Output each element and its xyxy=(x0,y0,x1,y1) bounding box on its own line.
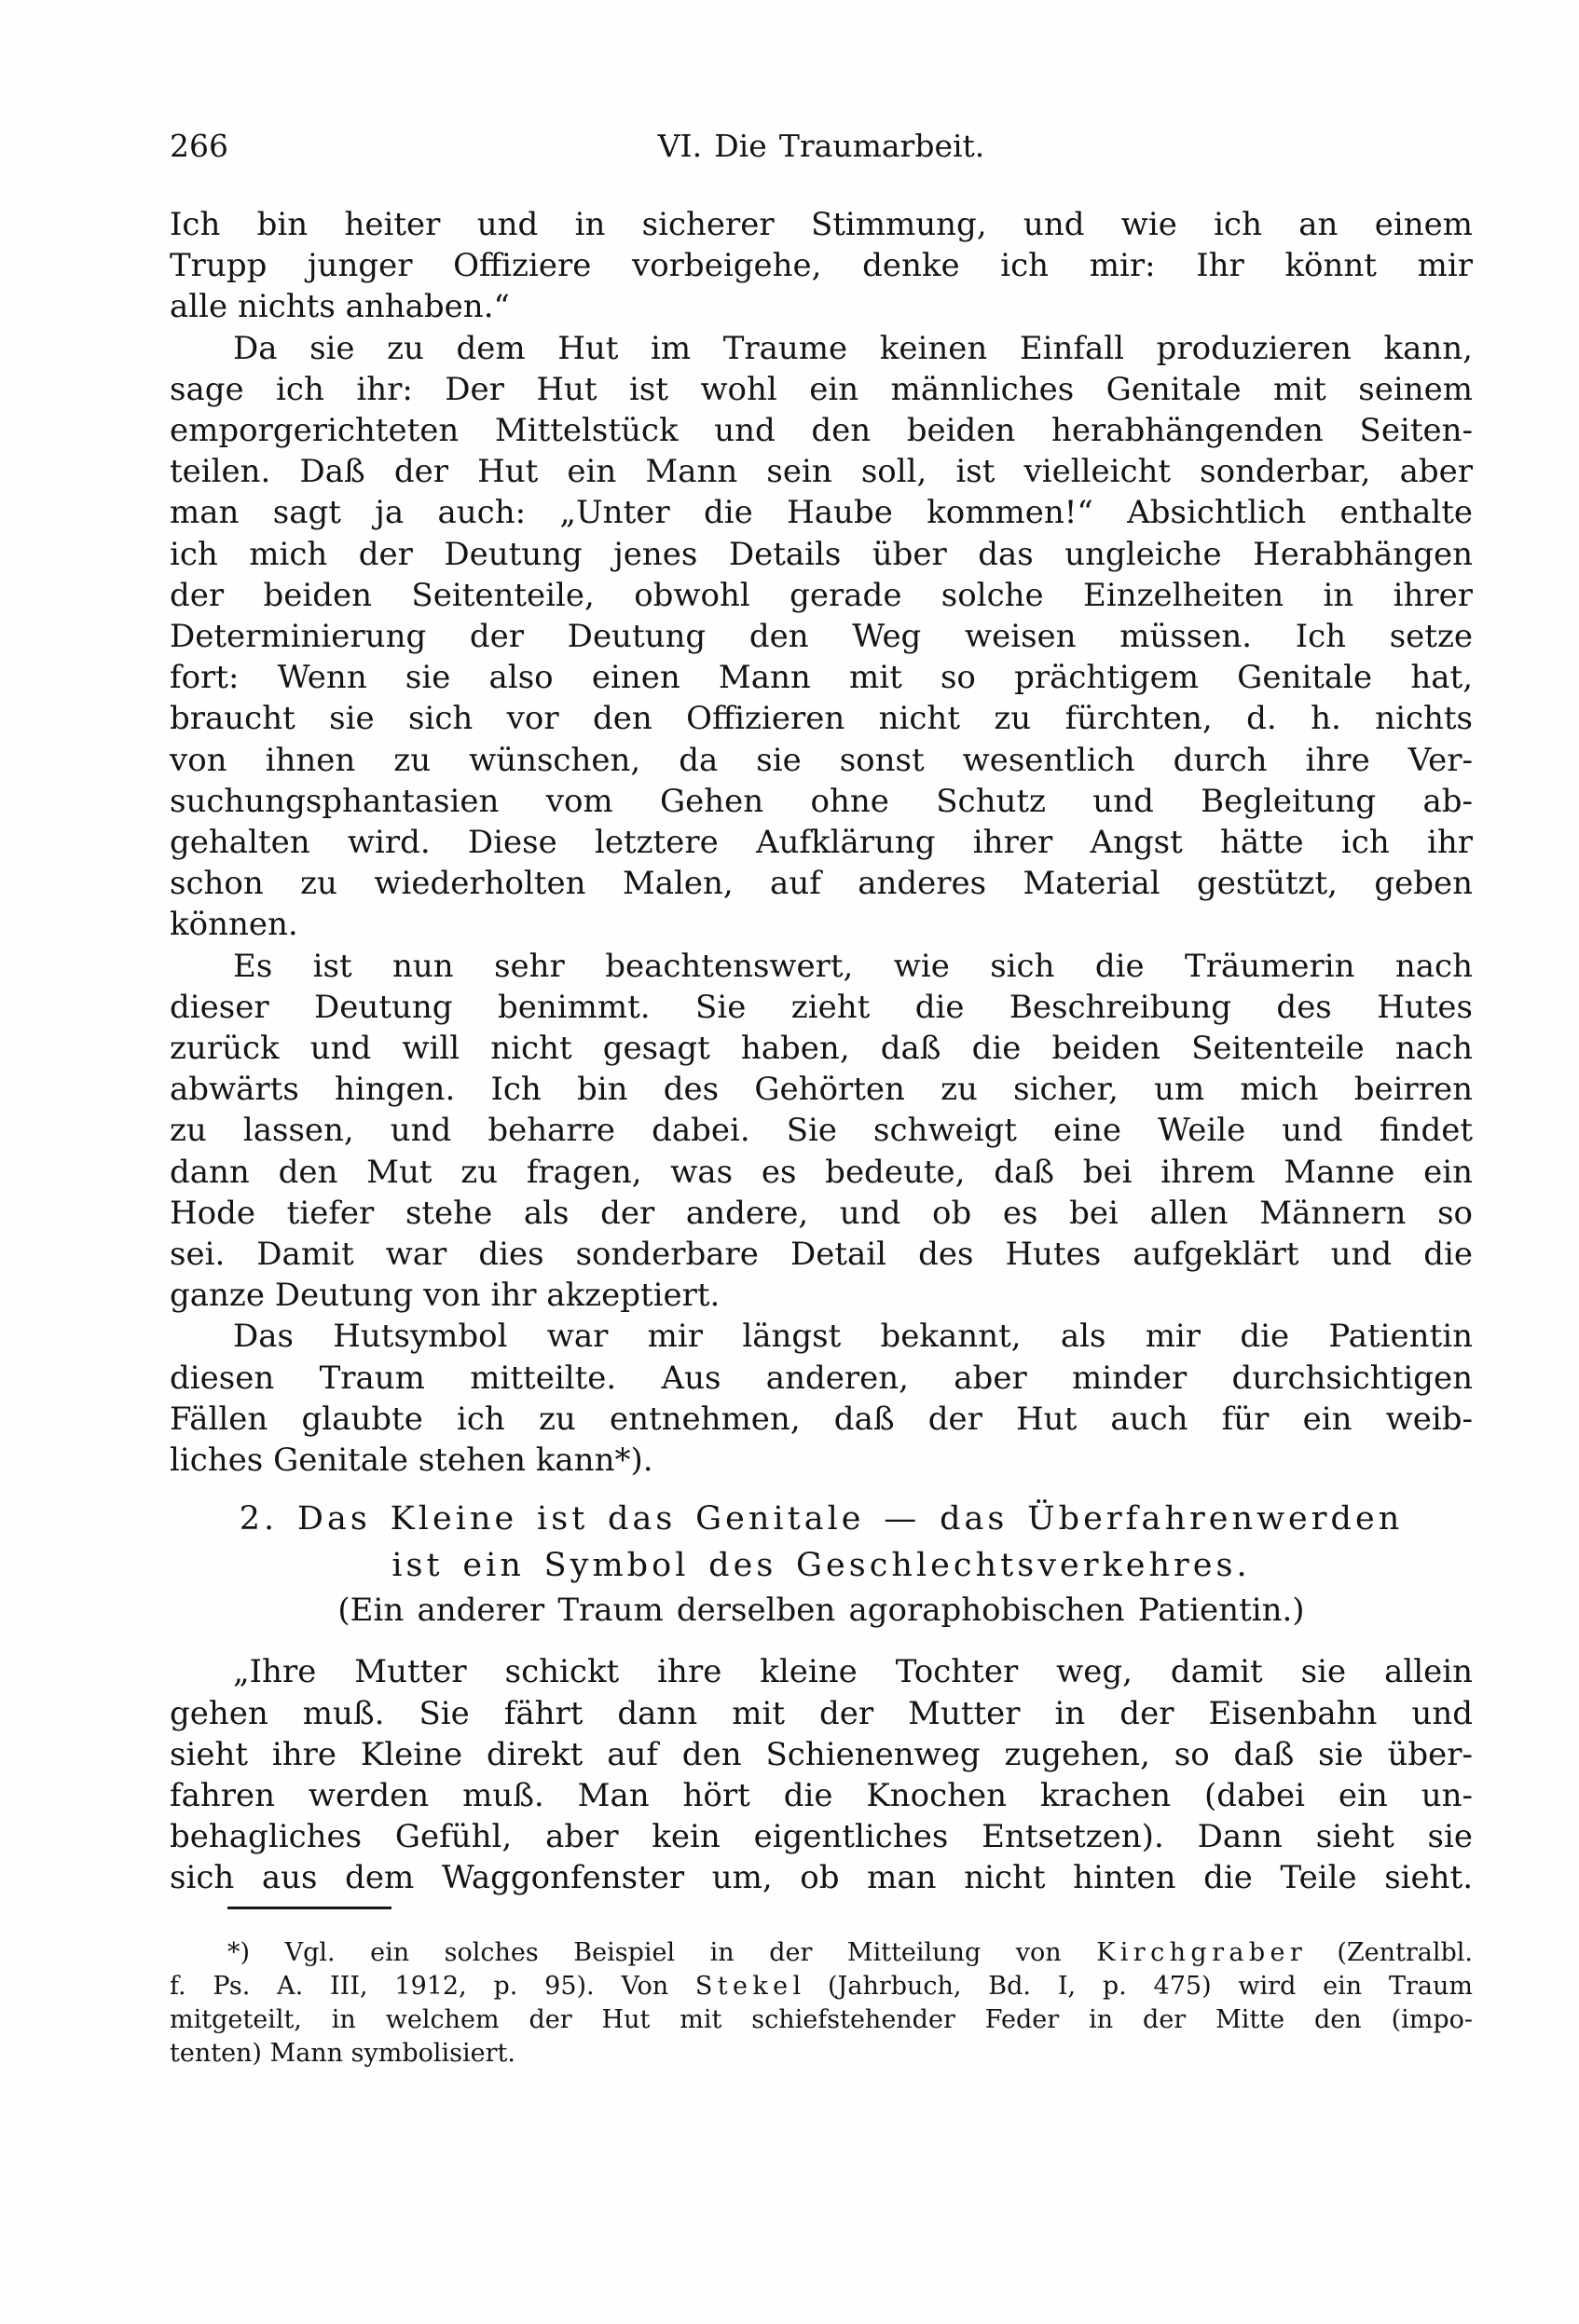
running-title: VI. Die Traumarbeit. xyxy=(657,128,985,164)
text-line: Hode tiefer stehe als der andere, und ob es bei allen Männern so xyxy=(170,1194,1473,1232)
footnote-line: *) Vgl. ein solches Beispiel in der Mitteilung von K i r c h g r a b e r (Zentralbl. xyxy=(227,1937,1473,1967)
text-line: sei. Damit war dies sonderbare Detail des Hutes aufgeklärt und die xyxy=(170,1236,1473,1274)
paragraph xyxy=(170,946,1473,1317)
text-line: „Ihre Mutter schickt ihre kleine Tochter weg, damit sie allein xyxy=(233,1653,1473,1691)
page-content xyxy=(170,204,1473,2071)
text-line: behagliches Gefühl, aber kein eigentliches Entsetzen). Dann sieht sie xyxy=(170,1818,1473,1856)
text-line: schon zu wiederholten Malen, auf anderes Material gestützt, geben xyxy=(170,865,1473,903)
text-line: teilen. Daß der Hut ein Mann sein soll, ist vielleicht sonderbar, aber xyxy=(170,453,1473,491)
section-subheading xyxy=(170,1589,1473,1632)
text-line: Es ist nun sehr beachtenswert, wie sich die Träumerin nach xyxy=(233,947,1473,985)
text-line: dieser Deutung benimmt. Sie zieht die Beschreibung des Hutes xyxy=(170,988,1473,1026)
text-line: der beiden Seitenteile, obwohl gerade solche Einzelheiten in ihrer xyxy=(170,576,1473,614)
footnote-separator xyxy=(227,1907,391,1909)
text-line: dann den Mut zu fragen, was es bedeute, daß bei ihrem Manne ein xyxy=(170,1153,1473,1191)
text-line: suchungsphantasien vom Gehen ohne Schutz und Begleitung ab- xyxy=(170,782,1473,820)
text-line: Trupp junger Offiziere vorbeigehe, denke ich mir: Ihr könnt mir xyxy=(170,247,1473,285)
text-line: (Ein anderer Traum derselben agoraphobischen Patientin.) xyxy=(337,1592,1305,1630)
paragraph xyxy=(170,328,1473,946)
text-line: fort: Wenn sie also einen Mann mit so prächtigem Genitale hat, xyxy=(170,659,1473,697)
text-line: man sagt ja auch: „Unter die Haube kommen!“ Absichtlich enthalte xyxy=(170,494,1473,532)
text-line: Da sie zu dem Hut im Traume keinen Einfall produzieren kann, xyxy=(233,329,1473,367)
text-line: gehen muß. Sie fährt dann mit der Mutter in der Eisenbahn und xyxy=(170,1694,1473,1732)
text-line: fahren werden muß. Man hört die Knochen krachen (dabei ein un- xyxy=(170,1776,1473,1814)
page-number: 266 xyxy=(170,128,228,164)
text-line: ganze Deutung von ihr akzeptiert. xyxy=(170,1277,721,1315)
text-line: Determinierung der Deutung den Weg weisen müssen. Ich setze xyxy=(170,618,1473,656)
footnote-line: tenten) Mann symbolisiert. xyxy=(170,2038,515,2068)
footnote-line: f. Ps. A. III, 1912, p. 95). Von S t e k e l (Jahrbuch, Bd. I, p. 475) wird ein Traum xyxy=(170,1971,1473,2001)
text-line: alle nichts anhaben.“ xyxy=(170,288,510,326)
paragraph xyxy=(170,1651,1473,1898)
section-heading xyxy=(170,1496,1473,1589)
page-header xyxy=(170,125,1473,168)
text-line: liches Genitale stehen kann*). xyxy=(170,1442,653,1480)
text-line: Fällen glaubte ich zu entnehmen, daß der Hut auch für ein weib- xyxy=(170,1400,1473,1438)
text-line: sieht ihre Kleine direkt auf den Schienenweg zugehen, so daß sie über- xyxy=(170,1735,1473,1773)
text-line: sage ich ihr: Der Hut ist wohl ein männliches Genitale mit seinem xyxy=(170,370,1473,408)
paragraph xyxy=(170,1316,1473,1481)
text-line: sich aus dem Waggonfenster um, ob man nicht hinten die Teile sieht. xyxy=(170,1859,1473,1897)
text-line: emporgerichteten Mittelstück und den beiden herabhängenden Seiten- xyxy=(170,412,1473,450)
text-line: zurück und will nicht gesagt haben, daß die beiden Seitenteile nach xyxy=(170,1030,1473,1068)
text-line: Ich bin heiter und in sicherer Stimmung, und wie ich an einem xyxy=(170,206,1473,243)
text-line: 2. Das Kleine ist das Genitale — das Überfahrenwerden xyxy=(239,1500,1404,1538)
footnote-line: mitgeteilt, in welchem der Hut mit schiefstehender Feder in der Mitte den (impo- xyxy=(170,2004,1473,2034)
text-line: zu lassen, und beharre dabei. Sie schweigt eine Weile und findet xyxy=(170,1112,1473,1150)
text-line: gehalten wird. Diese letztere Aufklärung ihrer Angst hätte ich ihr xyxy=(170,824,1473,862)
text-line: diesen Traum mitteilte. Aus anderen, aber minder durchsichtigen xyxy=(170,1359,1473,1397)
text-line: ich mich der Deutung jenes Details über das ungleiche Herabhängen xyxy=(170,535,1473,573)
text-line: ist ein Symbol des Geschlechtsverkehres. xyxy=(391,1547,1251,1585)
paragraph xyxy=(170,204,1473,328)
text-line: Das Hutsymbol war mir längst bekannt, als mir die Patientin xyxy=(233,1318,1473,1356)
footnote xyxy=(170,1936,1473,2071)
text-line: braucht sie sich vor den Offizieren nicht zu fürchten, d. h. nichts xyxy=(170,700,1473,738)
text-line: abwärts hingen. Ich bin des Gehörten zu sicher, um mich beirren xyxy=(170,1071,1473,1109)
text-line: von ihnen zu wünschen, da sie sonst wesentlich durch ihre Ver- xyxy=(170,741,1473,779)
text-line: können. xyxy=(170,906,298,944)
